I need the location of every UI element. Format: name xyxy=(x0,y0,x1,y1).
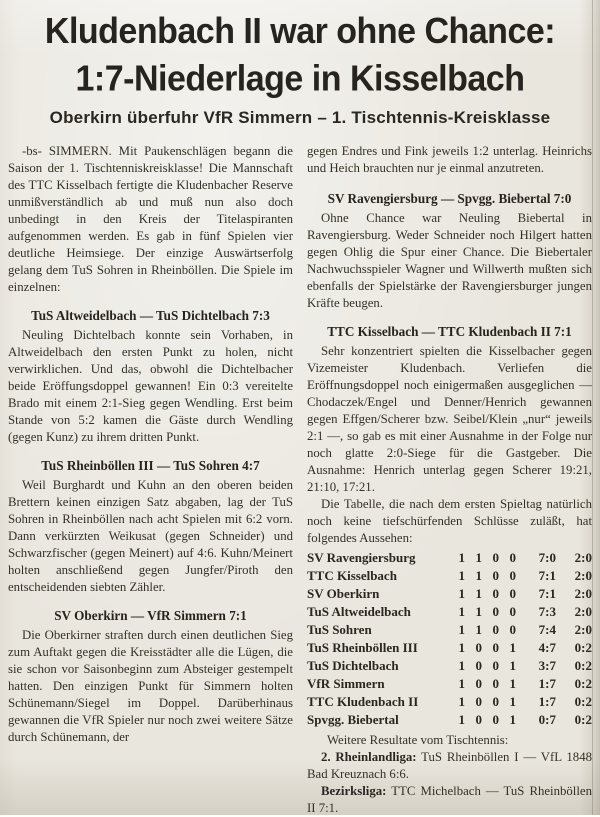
losses: 0 xyxy=(509,604,516,619)
headline-line-2: 1:7-Niederlage in Kisselbach xyxy=(75,58,525,100)
table-row xyxy=(307,549,592,567)
wins: 1 xyxy=(475,568,482,583)
sets-ratio: 7:1 xyxy=(538,568,556,583)
team-name: TuS Altweidelbach xyxy=(307,604,411,619)
table-row xyxy=(307,603,592,621)
result-line-rheinlandliga xyxy=(307,749,592,783)
more-results-heading: Weitere Resultate vom Tischtennis: xyxy=(327,733,509,747)
match-report-oberkirn-simmern: Die Oberkirner straften durch einen deutlichen Sieg zum Auftakt gegen die Kreisstädter alle die Lügen, die sie schon vor Saisonbeginn zum Absteiger gestempelt hatten. Den einzigen Punkt für Simmern holten Schünemann/Siegel im Doppel. Darüberhinaus gewannen die VfR Spieler nur noch zwei weitere Sätze durch Schünemann, der xyxy=(8,628,293,744)
draws: 0 xyxy=(492,694,499,709)
wins: 0 xyxy=(475,676,482,691)
team-name: TTC Kludenbach II xyxy=(307,694,419,709)
headline-line-1: Kludenbach II war ohne Chance: xyxy=(44,11,556,52)
draws: 0 xyxy=(492,658,499,673)
result-line-bezirksliga xyxy=(307,783,592,817)
games-played: 1 xyxy=(458,586,465,601)
team-name: Spvgg. Biebertal xyxy=(307,712,399,727)
games-played: 1 xyxy=(458,712,465,727)
wins: 0 xyxy=(475,712,482,727)
sets-ratio: 3:7 xyxy=(538,658,556,673)
losses: 1 xyxy=(509,712,516,727)
match-report-altweidelbach-dichtelbach: Neuling Dichtelbach konnte sein Vorhaben, in Altweidelbach den ersten Punkt zu holen, nicht verwirklichen. Und das, obwohl die Dichtelbacher beide Eröffungsdoppel gewannen! Ein 0:3 vereitelte Brado mit einem 2:1-Sieg gegen Wendling. Erst beim Stande von 5:2 kamen die Gäste durch Wendling (gegen Kunz) zu ihrem dritten Punkt. xyxy=(8,328,293,444)
losses: 0 xyxy=(509,568,516,583)
sets-ratio: 7:4 xyxy=(538,622,556,637)
games-played: 1 xyxy=(458,694,465,709)
draws: 0 xyxy=(492,712,499,727)
result-label: Bezirksliga: xyxy=(321,784,387,798)
column-right xyxy=(307,143,592,817)
table-row xyxy=(307,621,592,639)
match-heading-oberkirn-simmern: SV Oberkirn — VfR Simmern 7:1 xyxy=(54,608,247,623)
match-heading-altweidelbach-dichtelbach: TuS Altweidelbach — TuS Dichtelbach 7:3 xyxy=(31,308,270,323)
wins: 1 xyxy=(475,586,482,601)
points-ratio: 0:2 xyxy=(574,712,592,727)
result-text: TTC Michelbach — TuS Rheinböllen II 7:1. xyxy=(307,784,592,815)
games-played: 1 xyxy=(458,676,465,691)
headline xyxy=(8,8,592,103)
draws: 0 xyxy=(492,640,499,655)
table-row xyxy=(307,567,592,585)
table-row xyxy=(307,657,592,675)
losses: 1 xyxy=(509,694,516,709)
table-row xyxy=(307,693,592,711)
result-text: TuS Rheinböllen I — VfL 1848 Bad Kreuznach 6:6. xyxy=(307,750,592,781)
sets-ratio: 1:7 xyxy=(538,676,556,691)
sets-ratio: 7:0 xyxy=(538,550,556,565)
losses: 0 xyxy=(509,622,516,637)
losses: 1 xyxy=(509,640,516,655)
points-ratio: 2:0 xyxy=(574,586,592,601)
wins: 1 xyxy=(475,622,482,637)
wins: 1 xyxy=(475,604,482,619)
losses: 1 xyxy=(509,676,516,691)
team-name: SV Ravengiersburg xyxy=(307,550,416,565)
team-name: TuS Dichtelbach xyxy=(307,658,399,673)
sets-ratio: 7:1 xyxy=(538,586,556,601)
result-label: 2. Rheinlandliga: xyxy=(321,750,417,764)
losses: 0 xyxy=(509,550,516,565)
match-report-kisselbach-kludenbach: Sehr konzentriert spielten die Kisselbacher gegen Vizemeister Kludenbach. Verliefen die Eröffnungsdoppel noch einigermaßen ausgeglichen — Chodaczek/Engel und Denner/Henrich gewannen gegen Effgen/Scherer bzw. Seibel/Klein „nur“ jeweils 2:1 —, so gab es mit einer Ausnahme in der Folge nur noch glatte 2:0-Siege für die Gastgeber. Die Ausnahme: Henrich unterlag gegen Scherer 19:21, 21:10, 17:21. xyxy=(307,344,592,494)
table-row xyxy=(307,711,592,729)
column-left xyxy=(8,143,293,817)
draws: 0 xyxy=(492,586,499,601)
team-name: VfR Simmern xyxy=(307,676,385,691)
intro-paragraph: -bs- SIMMERN. Mit Paukenschlägen begann die Saison der 1. Tischtenniskreisklasse! Die Mannschaft des TTC Kisselbach fertigte die Kludenbacher Reserve unmißverständlich ab und muß nun also doch unbedingt in den Kreis der Titelaspiranten aufgenommen werden. Es gab in fünf Spielen vier deutliche Heimsiege. Der einzige Auswärtserfolg gelang dem TuS Sohren in Rheinböllen. Die Spiele im einzelnen: xyxy=(8,144,293,294)
points-ratio: 0:2 xyxy=(574,658,592,673)
games-played: 1 xyxy=(458,640,465,655)
games-played: 1 xyxy=(458,658,465,673)
continuation-paragraph: gegen Endres und Fink jeweils 1:2 unterlag. Heinrichs und Heich brauchten nur je einmal anzutreten. xyxy=(307,144,592,175)
games-played: 1 xyxy=(458,568,465,583)
draws: 0 xyxy=(492,604,499,619)
losses: 1 xyxy=(509,658,516,673)
table-intro-paragraph: Die Tabelle, die nach dem ersten Spieltag natürlich noch keine tiefschürfenden Schlüsse zuläßt, hat folgendes Aussehen: xyxy=(307,497,592,545)
points-ratio: 0:2 xyxy=(574,694,592,709)
league-table xyxy=(307,549,592,729)
match-report-rheinboellen-sohren: Weil Burghardt und Kuhn an den oberen beiden Brettern keinen einzigen Satz abgaben, lag der TuS Sohren in Rheinböllen nach acht Spielen mit 6:2 vorn. Dann verkürzten Weikusat (gegen Schneider) und Schwarzfischer (gegen Meinert) auf 4:6. Kuhn/Meinert holten anschließend gegen Jungfer/Piroth den entscheidenden siebten Zähler. xyxy=(8,478,293,594)
draws: 0 xyxy=(492,550,499,565)
team-name: TTC Kisselbach xyxy=(307,568,397,583)
more-results-section xyxy=(307,732,592,817)
draws: 0 xyxy=(492,568,499,583)
draws: 0 xyxy=(492,622,499,637)
wins: 0 xyxy=(475,640,482,655)
match-heading-ravengiersburg-biebertal: SV Ravengiersburg — Spvgg. Biebertal 7:0 xyxy=(327,191,572,206)
points-ratio: 0:2 xyxy=(574,640,592,655)
team-name: SV Oberkirn xyxy=(307,586,380,601)
wins: 1 xyxy=(475,550,482,565)
losses: 0 xyxy=(509,586,516,601)
sets-ratio: 7:3 xyxy=(538,604,556,619)
games-played: 1 xyxy=(458,604,465,619)
draws: 0 xyxy=(492,676,499,691)
masthead xyxy=(8,8,592,128)
table-row xyxy=(307,675,592,693)
match-heading-kisselbach-kludenbach: TTC Kisselbach — TTC Kludenbach II 7:1 xyxy=(327,324,572,339)
points-ratio: 0:2 xyxy=(574,676,592,691)
match-heading-rheinboellen-sohren: TuS Rheinböllen III — TuS Sohren 4:7 xyxy=(41,458,260,473)
wins: 0 xyxy=(475,658,482,673)
points-ratio: 2:0 xyxy=(574,550,592,565)
article-body xyxy=(8,143,592,817)
points-ratio: 2:0 xyxy=(574,622,592,637)
games-played: 1 xyxy=(458,550,465,565)
table-row xyxy=(307,639,592,657)
match-report-ravengiersburg-biebertal: Ohne Chance war Neuling Biebertal in Ravengiersburg. Weder Schneider noch Hilgert hatten gegen Ohlig die Spur einer Chance. Die Biebertaler Nachwuchsspieler Wagner und Willwerth mußten sich ebenfalls der Spielstärke der Ravengiersburger jungen Kräfte beugen. xyxy=(307,211,592,310)
team-name: TuS Rheinböllen III xyxy=(307,640,418,655)
points-ratio: 2:0 xyxy=(574,568,592,583)
sets-ratio: 4:7 xyxy=(538,640,556,655)
subheadline: Oberkirn überfuhr VfR Simmern – 1. Tischtennis-Kreisklasse xyxy=(49,108,551,127)
points-ratio: 2:0 xyxy=(574,604,592,619)
games-played: 1 xyxy=(458,622,465,637)
team-name: TuS Sohren xyxy=(307,622,372,637)
sets-ratio: 0:7 xyxy=(538,712,556,727)
table-row xyxy=(307,585,592,603)
wins: 0 xyxy=(475,694,482,709)
sets-ratio: 1:7 xyxy=(538,694,556,709)
